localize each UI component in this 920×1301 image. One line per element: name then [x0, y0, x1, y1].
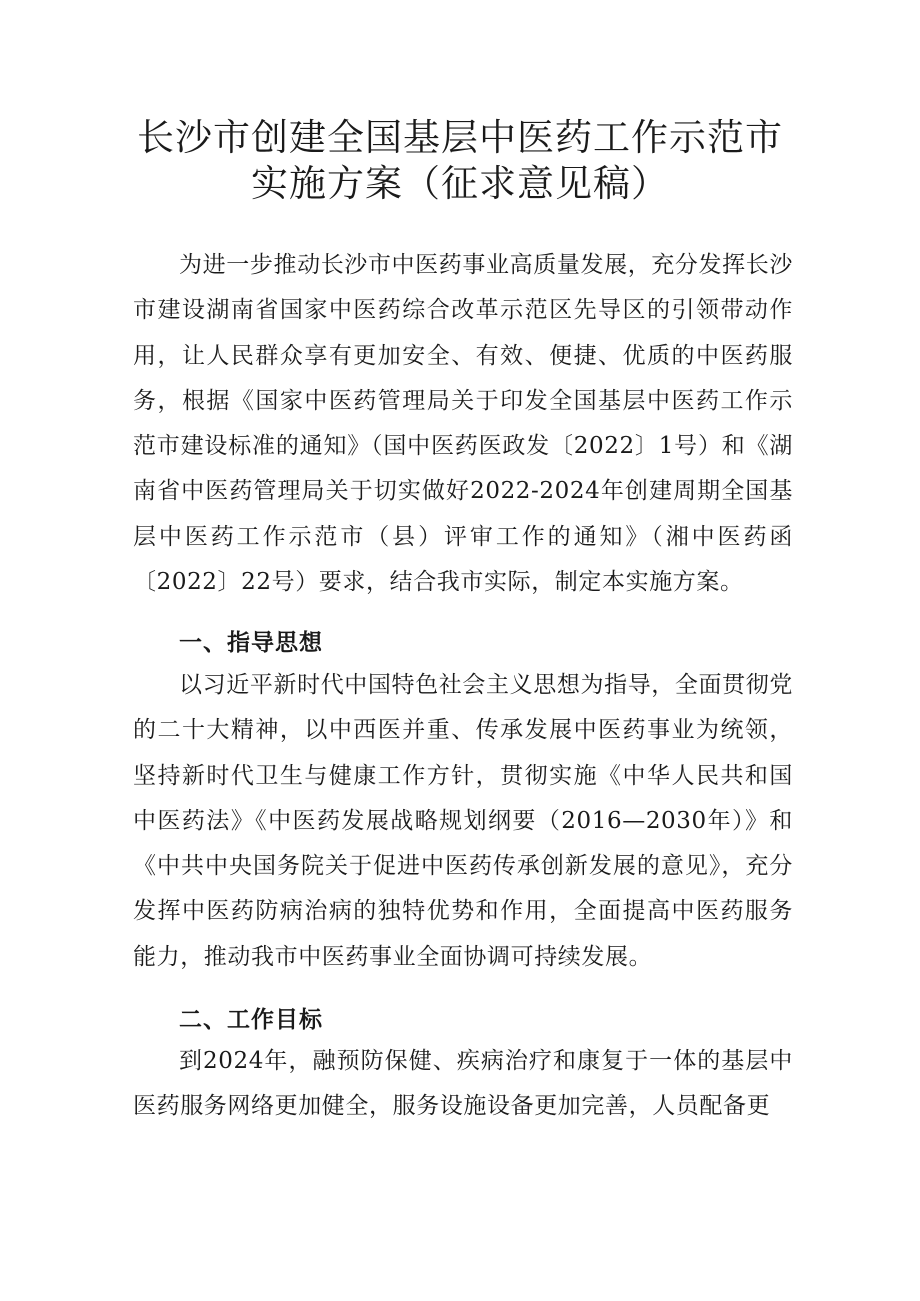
- document-title-line-2: 实施方案（征求意见稿）: [251, 162, 669, 205]
- section-heading-guiding-ideology: 一、指导思想: [179, 630, 323, 656]
- section-paragraph-work-goals: 到2024年，融预防保健、疾病治疗和康复于一体的基层中医药服务网络更加健全，服务设施设备更加完善，人员配备更: [133, 1048, 793, 1120]
- section-paragraph-guiding-ideology: 以习近平新时代中国特色社会主义思想为指导，全面贯彻党的二十大精神，以中西医并重、传承发展中医药事业为统领，坚持新时代卫生与健康工作方针，贯彻实施《中华人民共和国中医药法》《中医药发展战略规划纲要（2016—2030年）》和《中共中央国务院关于促进中医药传承创新发展的意见》，充分发挥中医药防病治病的独特优势和作用，全面提高中医药服务能力，推动我市中医药事业全面协调可持续发展。: [133, 672, 793, 970]
- intro-paragraph: 为进一步推动长沙市中医药事业高质量发展，充分发挥长沙市建设湖南省国家中医药综合改革示范区先导区的引领带动作用，让人民群众享有更加安全、有效、便捷、优质的中医药服务，根据《国家中医药管理局关于印发全国基层中医药工作示范市建设标准的通知》（国中医药医政发〔2022〕1号）和《湖南省中医药管理局关于切实做好2022-2024年创建周期全国基层中医药工作示范市（县）评审工作的通知》（湘中医药函〔2022〕22号）要求，结合我市实际，制定本实施方案。: [133, 252, 793, 596]
- section-heading-work-goals: 二、工作目标: [179, 1007, 323, 1033]
- document-title-line-1: 长沙市创建全国基层中医药工作示范市: [137, 116, 783, 159]
